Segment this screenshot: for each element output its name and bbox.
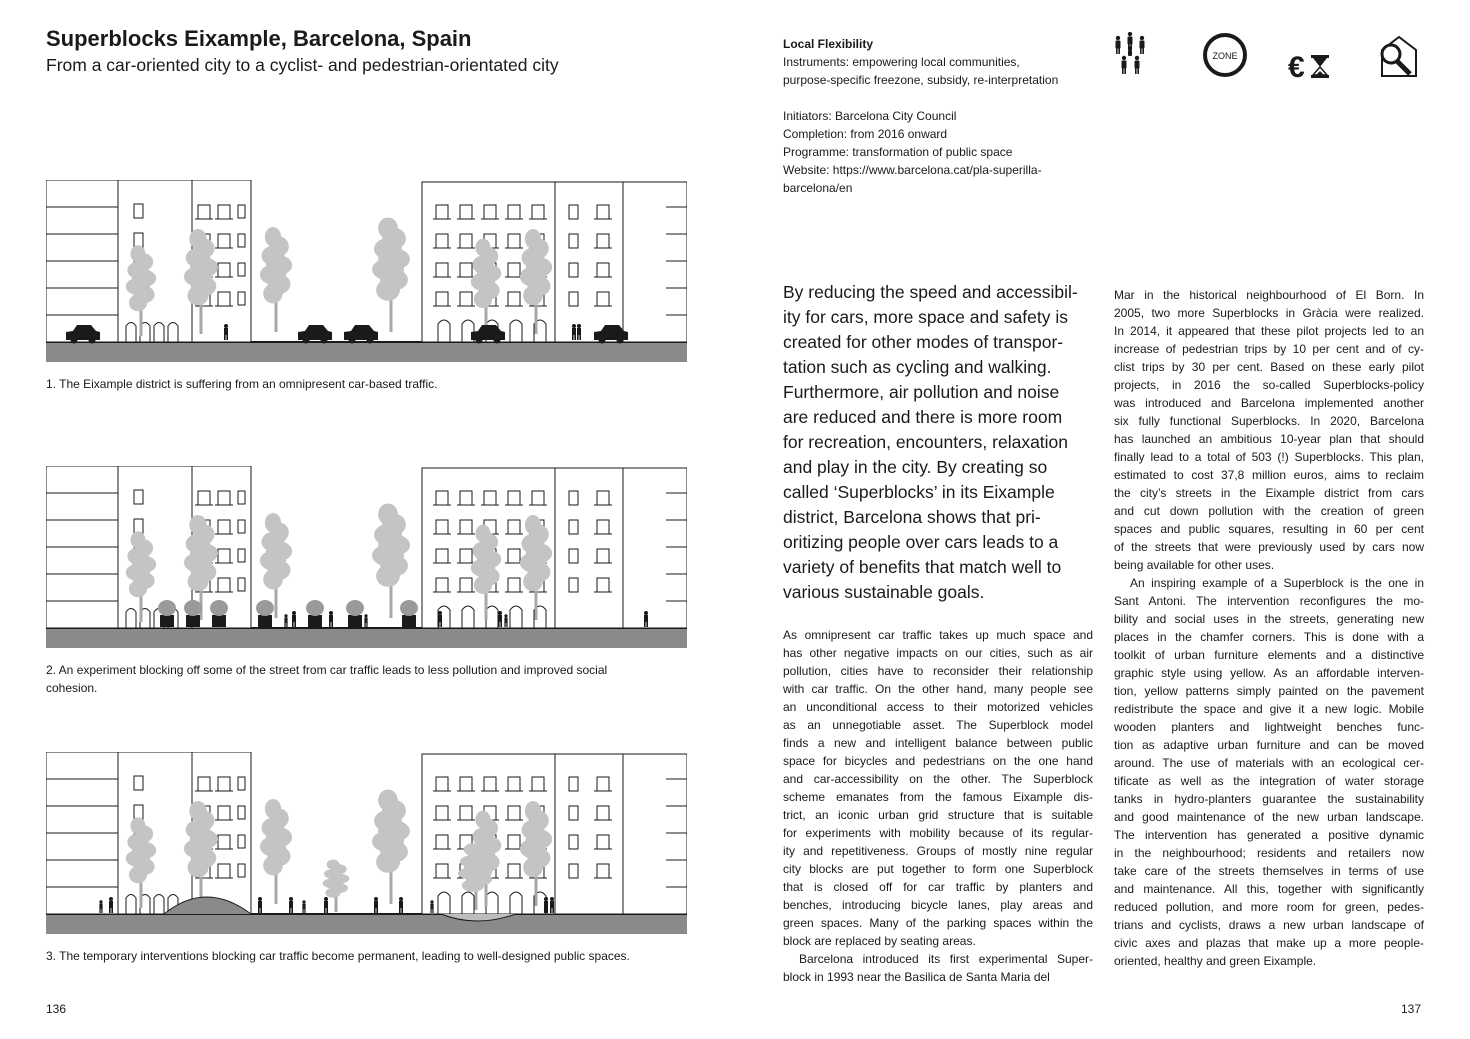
tree-foliage (130, 817, 145, 834)
person-leg (544, 908, 546, 913)
colB-line: reduced pollution, and more room for green, pedes- (1114, 900, 1424, 914)
colB-line: 2005, two more Superblocks in Gràcia were realized. (1114, 306, 1424, 320)
car-body (344, 325, 378, 340)
person (302, 900, 305, 913)
info-programme: Programme: transformation of public space (783, 145, 1013, 159)
colA-line: block in 1993 near the Basilica de Santa Maria del (783, 970, 1050, 984)
planter-shrub (400, 600, 418, 616)
person-head (258, 897, 262, 901)
colB-line: In 2014, it appeared that these pilot projects led to an (1114, 324, 1424, 338)
person-body (302, 903, 305, 909)
person (399, 897, 403, 913)
colB-line: has launched an ambitious 10-year plan that should (1114, 432, 1424, 446)
planter-box (212, 615, 226, 627)
person-leg (366, 623, 367, 627)
person (364, 614, 367, 627)
person-head (438, 611, 442, 615)
project-info (783, 35, 1103, 197)
tree-foliage (130, 531, 145, 548)
planter (184, 600, 202, 627)
lead-line: called ‘Superblocks’ in its Eixample (783, 482, 1055, 502)
colB-line: bility and social uses in the streets, generating new (1114, 612, 1424, 626)
person-leg (224, 335, 226, 340)
person-body (284, 617, 287, 623)
info-instruments-line-2: purpose-specific freezone, subsidy, re-interpretation (783, 73, 1059, 87)
tree (372, 503, 410, 618)
colA-line: As omnipresent car traffic takes up much space and (783, 628, 1093, 642)
person-leg (374, 908, 376, 913)
right-buildings (422, 468, 687, 628)
planter (306, 600, 324, 627)
person-leg (504, 623, 505, 627)
colB-line: increase of pedestrian trips by 10 per cent and of cy- (1114, 342, 1424, 356)
person-leg (574, 335, 576, 340)
person-head (292, 611, 296, 615)
car-wheel (303, 337, 310, 344)
person-leg (292, 622, 294, 627)
person-head (289, 897, 293, 901)
person-leg (260, 908, 262, 913)
person-leg (506, 623, 507, 627)
person-leg (440, 622, 442, 627)
person-leg (579, 335, 581, 340)
planter-shrub (184, 600, 202, 616)
colA-line: Barcelona introduced its first experimental Super- (799, 952, 1093, 966)
info-heading: Local Flexibility (783, 37, 874, 51)
person-body (504, 617, 507, 623)
lead-line: various sustainable goals. (783, 582, 985, 602)
person-leg (432, 909, 433, 913)
tree-foliage (265, 799, 281, 819)
car (298, 325, 332, 344)
lead-line: By reducing the speed and accessibil- (783, 282, 1078, 302)
lead-line: oritizing people over cars leads to a (783, 532, 1059, 552)
colA-line: space for bicycles and pedestrians on the one hand (783, 754, 1093, 768)
right-buildings (422, 182, 687, 342)
colB-line: The intervention has generated a positive dynamic (1114, 828, 1424, 842)
colB-line: tanks in hydro-planters guarantee the sustainability (1114, 792, 1424, 806)
person-body (644, 615, 648, 622)
tree-foliage (525, 515, 541, 535)
person-head (572, 324, 576, 328)
colA-line: as an unnegotiable asset. The Superblock model (783, 718, 1093, 732)
tree-foliage (265, 227, 281, 247)
figure-caption-2-continued: cohesion. (46, 681, 98, 695)
person-head (99, 900, 102, 903)
page-subtitle: From a car-oriented city to a cyclist- and pedestrian-orientated city (46, 55, 559, 75)
tree-foliage (378, 503, 398, 525)
colB-line: was introduced and Barcelona implemented another (1114, 396, 1424, 410)
colB-line: tion as adaptive urban furniture and can be moved (1114, 738, 1424, 752)
colA-line: city blocks are put together to form one Superblock (783, 862, 1093, 876)
person-leg (644, 622, 646, 627)
lead-line: tation such as cycling and walking. (783, 357, 1052, 377)
colA-line: an unconditional access to their motorized vehicles (783, 700, 1093, 714)
page-title: Superblocks Eixample, Barcelona, Spain (46, 26, 472, 51)
person-leg (438, 622, 440, 627)
person-body (374, 901, 378, 908)
figure-caption-3: 3. The temporary interventions blocking car traffic become permanent, leading to well-designed public spaces. (46, 949, 630, 963)
person-head (329, 611, 333, 615)
person-leg (302, 909, 303, 913)
person-head (430, 900, 433, 903)
planter-box (160, 615, 174, 627)
colB-line: the city’s streets in the Eixample district from cars (1114, 486, 1424, 500)
lead-line: are reduced and there is more room (783, 407, 1063, 427)
colB-line: six fully functional Superblocks. In 2020, Barcelona (1114, 414, 1424, 428)
person-leg (226, 335, 228, 340)
lead-line: Furthermore, air pollution and noise (783, 382, 1060, 402)
person-leg (326, 908, 328, 913)
person-leg (500, 622, 502, 627)
colA-line: scheme emanates from the famous Eixample dis- (783, 790, 1093, 804)
body-column-1 (783, 626, 1093, 986)
car-wheel (599, 337, 606, 344)
colA-line: green spaces. Many of the parking spaces within the (783, 916, 1093, 930)
person-body (399, 901, 403, 908)
street-section-3-drawing (46, 752, 687, 934)
tree-foliage (464, 843, 483, 856)
car-wheel (349, 337, 356, 344)
colB-line: projects, in 2016 the so-called Superblocks-policy (1114, 378, 1424, 392)
person-head (498, 611, 502, 615)
person-body (577, 328, 581, 335)
planter (256, 600, 274, 627)
tree-foliage (265, 513, 281, 533)
colA-line: that is closed off for car traffic by planters and (783, 880, 1093, 894)
tree-foliage (189, 229, 206, 249)
planter-box (308, 615, 322, 627)
tree-foliage (378, 217, 398, 239)
category-icons (1110, 32, 1430, 82)
car-wheel (367, 337, 374, 344)
colB-line: places in the chamfer corners. This is done with a (1114, 630, 1424, 644)
person-leg (376, 908, 378, 913)
person-body (550, 901, 554, 908)
person-leg (294, 622, 296, 627)
colA-line: block are replaced by seating areas. (783, 934, 976, 948)
person-leg (286, 623, 287, 627)
colB-line: toolkit of urban furniture elements and a distinctive (1114, 648, 1424, 662)
colA-line: for experiments with mobility because of its regular- (783, 826, 1093, 840)
colA-line: finds a new and intelligent balance between public (783, 736, 1093, 750)
tree-foliage (525, 229, 541, 249)
colB-line: redistribute the space and give it a new logic. Mobile (1114, 702, 1424, 716)
street-ground (46, 914, 687, 934)
person-head (109, 897, 113, 901)
info-initiators: Initiators: Barcelona City Council (783, 109, 957, 123)
page-number-left: 136 (46, 1002, 67, 1016)
lead-line: variety of benefits that match well to (783, 557, 1062, 577)
person (324, 897, 328, 913)
tree-foliage (378, 789, 398, 811)
planter-box (402, 615, 416, 627)
colA-line: pollution, cities have to reconsider their relationship (783, 664, 1093, 678)
person-leg (99, 909, 100, 913)
car-wheel (617, 337, 624, 344)
person-leg (364, 623, 365, 627)
planter (346, 600, 364, 627)
person-body (544, 901, 548, 908)
colB-line: An inspiring example of a Superblock is the one in (1130, 576, 1424, 590)
person-leg (546, 908, 548, 913)
hourglass-icon (1311, 55, 1329, 78)
figure-caption-1: 1. The Eixample district is suffering from an omnipresent car-based traffic. (46, 377, 438, 391)
person-head (399, 897, 403, 901)
person-head (577, 324, 581, 328)
planter-shrub (158, 600, 176, 616)
person (374, 897, 378, 913)
tree (372, 217, 410, 332)
info-website-line-1: Website: https://www.barcelona.cat/pla-superilla- (783, 163, 1042, 177)
tree-foliage (475, 525, 490, 543)
person-leg (331, 622, 333, 627)
person-head (644, 611, 648, 615)
person-body (438, 615, 442, 622)
person-body (364, 617, 367, 623)
colB-line: trians and cyclists, draws a new urban landscape of (1114, 918, 1424, 932)
planter-shrub (210, 600, 228, 616)
colB-line: clist trips by 30 per cent. Based on these early pilot (1114, 360, 1424, 374)
person-body (498, 615, 502, 622)
lead-line: ity for cars, more space and safety is (783, 307, 1068, 327)
body-column-2 (1114, 286, 1424, 970)
tree (260, 227, 292, 332)
planter (400, 600, 418, 627)
person-body (224, 328, 228, 335)
colB-line: oriented, healthy and green Eixample. (1114, 954, 1317, 968)
street-section-1-drawing (46, 180, 687, 362)
planter-box (348, 615, 362, 627)
colB-line: estimated to cost 37,8 million euros, aims to reclaim (1114, 468, 1424, 482)
person-body (258, 901, 262, 908)
person (329, 611, 333, 627)
colB-line: of the streets that were previously used by cars now (1114, 540, 1424, 554)
info-instruments-line-1: Instruments: empowering local communities, (783, 55, 1020, 69)
car-body (298, 325, 332, 340)
colA-line: and car-accessibility on the other. The Superblock (783, 772, 1093, 786)
zone-sign-label: ZONE (1212, 51, 1238, 61)
colB-line: in the neighbourhood; residents and retailers now (1114, 846, 1424, 860)
colB-line: wooden planters and lightweight benches func- (1114, 720, 1424, 734)
colB-line: and good maintenance of the new urban landscape. (1114, 810, 1424, 824)
person-leg (111, 908, 113, 913)
figure-caption-2: 2. An experiment blocking off some of the street from car traffic leads to less pollution and improved social (46, 663, 608, 677)
tree-foliage (130, 245, 145, 262)
person-leg (291, 908, 293, 913)
person-leg (109, 908, 111, 913)
colB-line: and maintenance. All this, together with significantly (1114, 882, 1424, 896)
euro-icon: € (1288, 51, 1305, 82)
planter (158, 600, 176, 627)
person-body (430, 903, 433, 909)
colB-line: Mar in the historical neighbourhood of El Born. In (1114, 288, 1424, 302)
planter-box (258, 615, 272, 627)
page-number-right: 137 (1401, 1002, 1422, 1016)
person-leg (577, 335, 579, 340)
street-ground (46, 342, 687, 362)
tree (260, 799, 292, 904)
colB-line: tificate as well as the integration of water storage (1114, 774, 1424, 788)
colB-line: Sant Antoni. The intervention reconfigures the mo- (1114, 594, 1424, 608)
planter-shrub (306, 600, 324, 616)
person-head (284, 614, 287, 617)
person-head (324, 897, 328, 901)
person-body (292, 615, 296, 622)
people-group-icon (1116, 32, 1145, 74)
person-body (99, 903, 102, 909)
street-ground (46, 628, 687, 648)
tree-foliage (475, 239, 490, 257)
car-wheel (89, 337, 96, 344)
person-head (364, 614, 367, 617)
person-body (324, 901, 328, 908)
car-wheel (476, 337, 483, 344)
person-leg (258, 908, 260, 913)
person-leg (430, 909, 431, 913)
tree-foliage (189, 515, 206, 535)
person-leg (498, 622, 500, 627)
person-body (329, 615, 333, 622)
car (344, 325, 378, 344)
person-body (109, 901, 113, 908)
colB-line: tion, yellow patterns simply painted on the pavement (1114, 684, 1424, 698)
tree (372, 789, 410, 904)
person (284, 614, 287, 627)
person-head (550, 897, 554, 901)
colB-line: being available for other uses. (1114, 558, 1275, 572)
colA-line: has other negative impacts on our cities, such as air (783, 646, 1093, 660)
person-leg (329, 622, 331, 627)
tree-foliage (327, 860, 340, 870)
car-wheel (71, 337, 78, 344)
colB-line: and cut down pollution with the creation of green (1114, 504, 1424, 518)
person-leg (101, 909, 102, 913)
person-head (374, 897, 378, 901)
colA-line: benches, introducing bicycle lanes, play areas and (783, 898, 1093, 912)
colB-line: finally lead to a total of 503 (!) Superblocks. This plan, (1114, 450, 1424, 464)
person-leg (401, 908, 403, 913)
person-leg (572, 335, 574, 340)
colA-line: with car traffic. On the other hand, many people see (783, 682, 1093, 696)
person-leg (552, 908, 554, 913)
street-section-2-drawing (46, 466, 687, 648)
colB-line: civic axes and plazas that make up a more people- (1114, 936, 1424, 950)
tree-foliage (475, 811, 490, 829)
person-head (504, 614, 507, 617)
person-leg (646, 622, 648, 627)
colB-line: take care of the streets themselves in terms of use (1114, 864, 1424, 878)
lead-paragraph (783, 280, 1093, 605)
car-wheel (494, 337, 501, 344)
person-head (302, 900, 305, 903)
info-spacer (783, 89, 1103, 107)
colB-line: around. The use of materials with an ecological cer- (1114, 756, 1424, 770)
person-head (224, 324, 228, 328)
person-leg (550, 908, 552, 913)
person (292, 611, 296, 627)
person-body (572, 328, 576, 335)
lead-line: created for other modes of transpor- (783, 332, 1064, 352)
info-completion: Completion: from 2016 onward (783, 127, 948, 141)
zone-sign-icon (1205, 35, 1245, 75)
person-leg (324, 908, 326, 913)
person (258, 897, 262, 913)
lead-line: for recreation, encounters, relaxation (783, 432, 1069, 452)
person-leg (399, 908, 401, 913)
info-website-line-2: barcelona/en (783, 181, 853, 195)
colB-line: graphic style using yellow. As an affordable interven- (1114, 666, 1424, 680)
lead-line: district, Barcelona shows that pri- (783, 507, 1041, 527)
colA-line: trict, an iconic urban grid structure that is suitable (783, 808, 1093, 822)
planter-box (186, 615, 200, 627)
planter (210, 600, 228, 627)
person-body (289, 901, 293, 908)
right-buildings (422, 754, 687, 914)
person-head (544, 897, 548, 901)
lead-line: and play in the city. By creating so (783, 457, 1048, 477)
house-magnifier-icon (1382, 37, 1416, 76)
person (289, 897, 293, 913)
colB-line: spaces and public squares, resulting in 60 per cent (1114, 522, 1424, 536)
person-leg (304, 909, 305, 913)
planter-shrub (256, 600, 274, 616)
person-leg (284, 623, 285, 627)
car-wheel (321, 337, 328, 344)
tree-foliage (189, 801, 206, 821)
planter-shrub (346, 600, 364, 616)
person-leg (289, 908, 291, 913)
tree-foliage (525, 801, 541, 821)
colA-line: ity and repetitiveness. Groups of mostly nine regular (783, 844, 1093, 858)
